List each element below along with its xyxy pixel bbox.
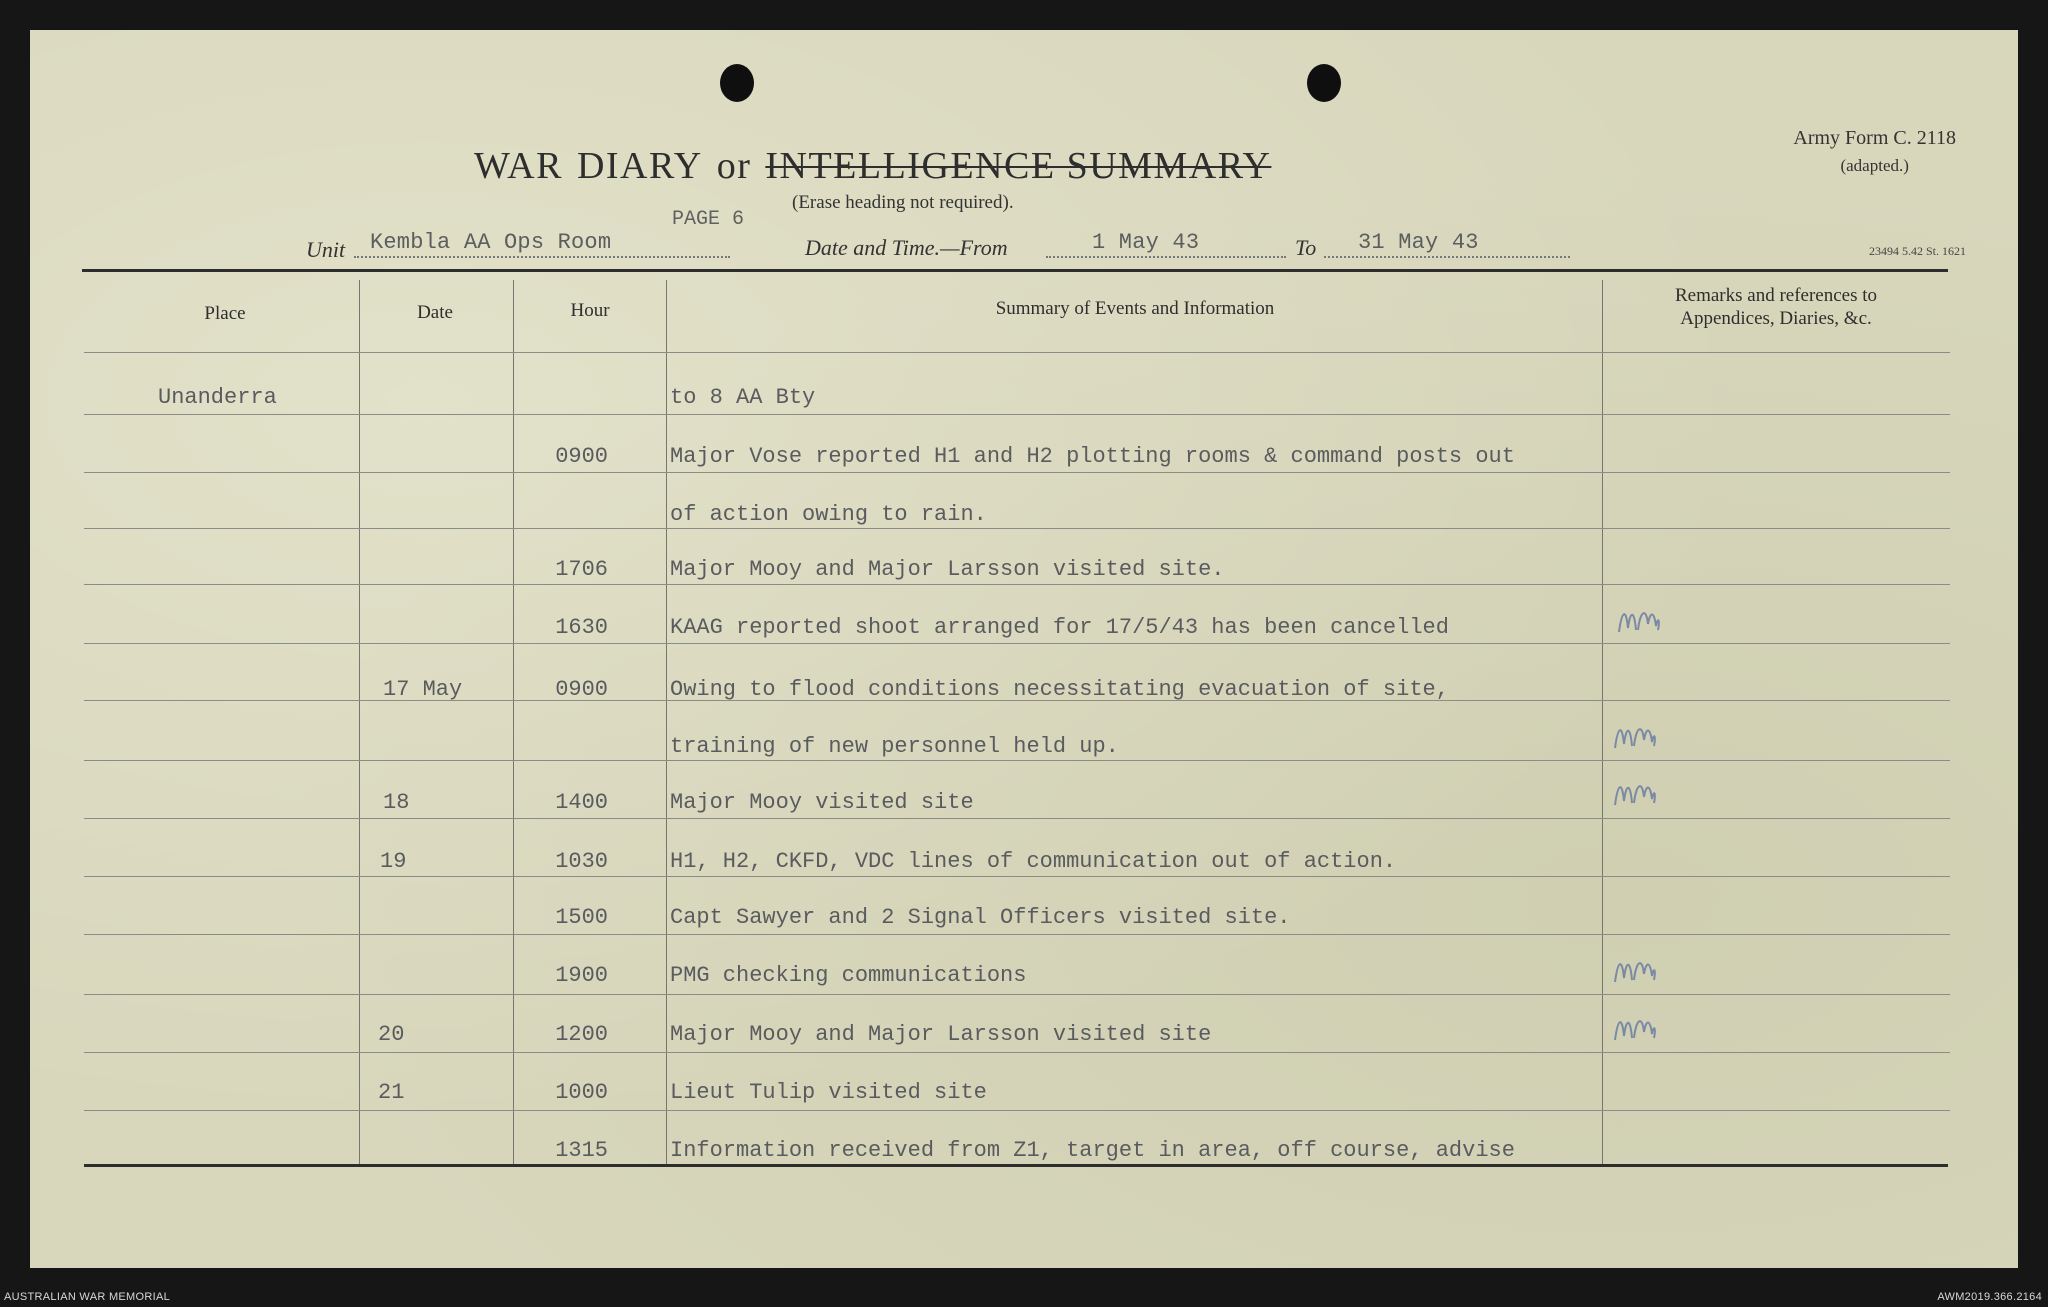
- entry-text: training of new personnel held up.: [670, 734, 1119, 759]
- title-struck-text: INTELLIGENCE SUMMARY: [765, 145, 1272, 187]
- row-rule: [84, 818, 1950, 819]
- row-rule: [84, 994, 1950, 995]
- erase-note: (Erase heading not required).: [792, 192, 1014, 213]
- col-header-remarks: [1606, 284, 1946, 330]
- row-rule: [84, 1052, 1950, 1053]
- row-rule: [84, 643, 1950, 644]
- to-dotted-line: [1324, 256, 1570, 258]
- entry-text: to 8 AA Bty: [670, 385, 816, 410]
- war-diary-page: [30, 30, 2018, 1268]
- print-code: 23494 5.42 St. 1621: [1868, 244, 1966, 258]
- remarks-header-line: Remarks and references to: [1674, 285, 1878, 306]
- entry-hour: 1706: [555, 557, 608, 582]
- title-word: or: [716, 145, 752, 187]
- title-word: WAR: [474, 145, 563, 187]
- punch-hole-right: [1307, 64, 1341, 102]
- entry-text: Major Mooy and Major Larsson visited site.: [670, 557, 1225, 582]
- handwritten-initials: [1616, 602, 1662, 636]
- table-top-rule: [82, 269, 1948, 272]
- row-rule: [84, 414, 1950, 415]
- entry-text: KAAG reported shoot arranged for 17/5/43 has been cancelled: [670, 615, 1449, 640]
- unit-label: Unit: [306, 237, 346, 262]
- form-adapted: (adapted.): [1840, 156, 1909, 175]
- entry-hour: 1900: [555, 963, 608, 988]
- row-rule: [84, 528, 1950, 529]
- form-number-block: [1793, 124, 1956, 180]
- handwritten-initials: [1612, 952, 1658, 986]
- col-header-summary: Summary of Events and Information: [995, 298, 1275, 319]
- to-date: 31 May 43: [1358, 230, 1479, 255]
- row-rule: [84, 472, 1950, 473]
- entry-date: 20: [378, 1022, 405, 1047]
- form-number: Army Form C. 2118: [1793, 127, 1956, 149]
- entry-hour: 1200: [555, 1022, 608, 1047]
- row-rule: [84, 352, 1950, 353]
- column-divider: [359, 280, 360, 1164]
- row-rule: [84, 934, 1950, 935]
- row-rule: [84, 584, 1950, 585]
- punch-hole-left: [720, 64, 754, 102]
- unit-value: Kembla AA Ops Room: [370, 230, 612, 255]
- table-bottom-rule: [84, 1164, 1948, 1167]
- entry-hour: 1000: [555, 1080, 608, 1105]
- entry-text: Major Mooy and Major Larsson visited site: [670, 1022, 1212, 1047]
- archive-reference: AWM2019.366.2164: [1937, 1291, 2042, 1303]
- entry-text: Owing to flood conditions necessitating evacuation of site,: [670, 677, 1449, 702]
- entry-text: Information received from Z1, target in area, off course, advise: [670, 1138, 1515, 1163]
- entry-text: Lieut Tulip visited site: [670, 1080, 987, 1105]
- entry-date: 21: [378, 1080, 405, 1105]
- entry-hour: 1030: [555, 849, 608, 874]
- entry-text: Major Mooy visited site: [670, 790, 974, 815]
- col-header-hour: Hour: [570, 300, 610, 321]
- title-word: DIARY: [576, 145, 703, 187]
- to-label: To: [1295, 235, 1317, 260]
- entry-hour: 1315: [555, 1138, 608, 1163]
- archive-credit: AUSTRALIAN WAR MEMORIAL: [4, 1291, 171, 1303]
- date-time-label: Date and Time.—From: [805, 235, 1008, 260]
- entry-hour: 1400: [555, 790, 608, 815]
- entry-text: H1, H2, CKFD, VDC lines of communication out of action.: [670, 849, 1397, 874]
- entry-hour: 1500: [555, 905, 608, 930]
- entry-date: 19: [380, 849, 407, 874]
- handwritten-initials: [1612, 775, 1658, 809]
- row-rule: [84, 1110, 1950, 1111]
- from-date: 1 May 43: [1092, 230, 1200, 255]
- entry-hour: 0900: [555, 444, 608, 469]
- entry-hour: 0900: [555, 677, 608, 702]
- col-header-date: Date: [417, 302, 453, 323]
- entry-text: PMG checking communications: [670, 963, 1027, 988]
- row-rule: [84, 876, 1950, 877]
- remarks-header-line: Appendices, Diaries, &c.: [1680, 308, 1872, 329]
- entry-text: Capt Sawyer and 2 Signal Officers visited site.: [670, 905, 1291, 930]
- handwritten-initials: [1612, 1010, 1658, 1044]
- handwritten-initials: [1612, 718, 1658, 752]
- column-divider: [666, 280, 667, 1164]
- entry-text: Major Vose reported H1 and H2 plotting rooms & command posts out: [670, 444, 1515, 469]
- page-number: PAGE 6: [672, 208, 745, 231]
- column-divider: [1602, 280, 1603, 1164]
- entry-text: of action owing to rain.: [670, 502, 987, 527]
- entry-place: Unanderra: [158, 385, 277, 410]
- row-rule: [84, 760, 1950, 761]
- from-dotted-line: [1046, 256, 1286, 258]
- col-header-place: Place: [204, 303, 246, 324]
- entry-hour: 1630: [555, 615, 608, 640]
- entry-date: 17 May: [383, 677, 463, 702]
- entry-date: 18: [383, 790, 410, 815]
- unit-dotted-line: [354, 256, 730, 258]
- form-title: [474, 144, 1271, 188]
